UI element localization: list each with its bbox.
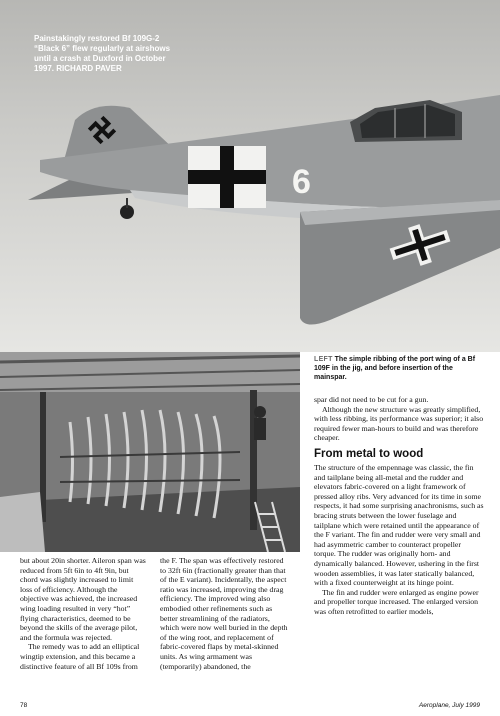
aircraft-number: 6 — [292, 163, 311, 201]
caption-text: The simple ribbing of the port wing of a Bf 109F in the jig, and before insertion of the mainspar. — [314, 356, 476, 381]
paragraph: spar did not need to be cut for a gun. — [314, 395, 429, 404]
jig-caption — [314, 355, 484, 382]
section-heading: From metal to wood — [314, 447, 424, 460]
paragraph: the F. The span was effectively restored to 32ft 6in (fractionally greater than that of the E variant). Incidentally, the aspect ratio was increased, improving the drag efficiency. The improved wing also embodied other refinements such as better streamlining of the radiators, which were now well buried in the depth of the wing root, and replacement of fabric-covered flaps by metal-skinned units. As wing armament was (temporarily) abandoned, the — [160, 556, 288, 671]
article-column-2 — [160, 556, 290, 671]
photo-caption — [34, 34, 234, 74]
article-column-1 — [20, 556, 146, 671]
paragraph: The fin and rudder were enlarged as engine power and propeller torque increased. The enlarged version was often retrofitted to earlier models, — [314, 587, 479, 616]
caption-line: until a crash at Duxford in October — [34, 54, 166, 63]
wing-jig-photo — [0, 352, 300, 552]
caption-line: “Black 6” flew regularly at airshows — [34, 44, 171, 53]
paragraph: The structure of the empennage was classic, the fin and tailplane being all-metal and the rudder and elevators fabric-covered on a light framework of pressed alloy ribs. Very advanced for its time in some respects, it had some surprising anachronisms, such as bracing struts between the lower fuselage and tailplane which were retained until the appearance of the F variant. The fin and rudder were very small and had asymmetric camber to counteract propeller torque. The rudder was originally horn- and dynamically balanced. However, ushering in the first wooden assemblies, it was later statically balanced, with a fixed counterweight at its hinge point. — [314, 462, 484, 588]
aircraft-photo — [0, 0, 500, 352]
caption-line: Painstakingly restored Bf 109G-2 — [34, 34, 160, 43]
factory-illustration — [0, 352, 300, 552]
paragraph: Although the new structure was greatly simplified, with less ribbing, its performance was superior; it also required fewer man-hours to build and was therefore cheaper. — [314, 404, 484, 443]
paragraph: but about 20in shorter. Aileron span was reduced from 5ft 6in to 4ft 9in, but chord was slightly increased to limit loss of efficiency. Although the objective was achieved, the increased wing loading resulted in very “hot” flying characteristics, deemed to be beyond the skills of the average pilot, and the formula was rejected. — [20, 556, 146, 642]
caption-lead: LEFT — [314, 356, 333, 363]
paragraph: The remedy was to add an elliptical wingtip extension, and this became a distinctive feature of all Bf 109s from — [20, 642, 140, 671]
page-number: 78 — [20, 702, 28, 709]
publication-footer: Aeroplane, July 1999 — [418, 702, 480, 709]
article-column-3 — [314, 395, 484, 616]
caption-line: 1997. RICHARD PAVER — [34, 64, 122, 73]
